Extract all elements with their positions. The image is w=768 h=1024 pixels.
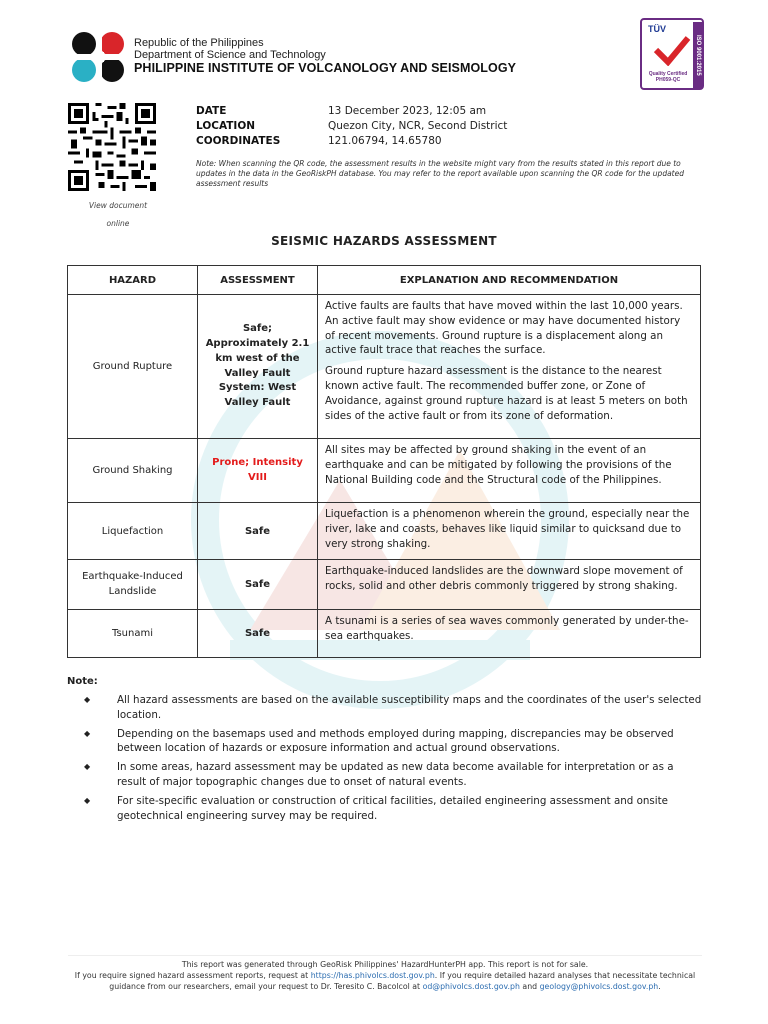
- footer-line1: This report was generated through GeoRisk Philippines' HazardHunterPH app. This report is not for sale.: [181, 960, 589, 969]
- note-text: All hazard assessments are based on the available susceptibility maps and the coordinates of the user's selected location.: [117, 694, 702, 721]
- explanation-para: Earthquake-induced landslides are the downward slope movement of rocks, solid and other debris commonly triggered by strong shaking.: [325, 565, 683, 592]
- org-line3: PHILIPPINE INSTITUTE OF VOLCANOLOGY AND SEISMOLOGY: [134, 61, 517, 75]
- list-item: [84, 760, 704, 790]
- bullet-icon: ◆: [84, 795, 91, 805]
- hazard-table: [67, 265, 701, 658]
- od-email-link[interactable]: od@phivolcs.dost.gov.ph: [422, 982, 520, 991]
- geology-email-link[interactable]: geology@phivolcs.dost.gov.ph: [539, 982, 659, 991]
- date-value: 13 December 2023, 12:05 am: [328, 105, 487, 117]
- hazard-name: Ground Shaking: [68, 439, 198, 503]
- org-line2: Department of Science and Technology: [134, 49, 326, 61]
- footer-text: . If you require detailed hazard analyses that necessitate technical guidance from our researchers, email your request to Dr. Teresito C. Bacolcol at: [109, 971, 696, 991]
- header-explanation: EXPLANATION AND RECOMMENDATION: [318, 266, 701, 295]
- notes-list: [84, 693, 704, 827]
- notes-heading: Note:: [67, 676, 98, 687]
- assessment-value: Safe: [198, 560, 318, 610]
- qr-note: Note: When scanning the QR code, the assessment results in the website might vary from the results stated in this report due to updates in the data in the GeoRiskPH database. You may refer to the report available upon scanning the QR code for the updated assessment results: [196, 159, 684, 188]
- cert-brand: TÜV: [648, 24, 666, 34]
- header-assessment: ASSESSMENT: [198, 266, 318, 295]
- phivolcs-logo: [68, 28, 130, 86]
- explanation-cell: [318, 295, 701, 439]
- hazard-name: Earthquake-Induced Landslide: [68, 560, 198, 610]
- footer-line2: [68, 970, 702, 992]
- explanation-cell: [318, 503, 701, 560]
- document-title: SEISMIC HAZARDS ASSESSMENT: [271, 234, 497, 248]
- table-row: [68, 610, 701, 658]
- table-row: [68, 295, 701, 439]
- bullet-icon: ◆: [84, 728, 91, 738]
- assessment-value: Safe: [198, 610, 318, 658]
- explanation-cell: [318, 439, 701, 503]
- hazard-name: Ground Rupture: [68, 295, 198, 439]
- table-row: [68, 439, 701, 503]
- assessment-value: Safe; Approximately 2.1 km west of the Valley Fault System: West Valley Fault: [198, 295, 318, 439]
- footer-text: and: [519, 982, 540, 991]
- assessment-value: Prone; Intensity VIII: [198, 439, 318, 503]
- cert-line1: Quality Certified: [648, 71, 688, 77]
- note-text: In some areas, hazard assessment may be updated as new data become available for interpretation or as a result of major topographic changes due to onset of natural events.: [117, 761, 674, 788]
- organization-name: [134, 37, 516, 74]
- bullet-icon: ◆: [84, 762, 91, 772]
- hazard-name: Tsunami: [68, 610, 198, 658]
- qr-caption-line2: online: [106, 219, 130, 228]
- list-item: [84, 693, 704, 723]
- footer-divider: [68, 955, 702, 956]
- explanation-para: Liquefaction is a phenomenon wherein the ground, especially near the river, lake and coasts, behaves like liquid similar to quicksand due to very strong shaking.: [325, 508, 690, 550]
- qr-caption: [68, 197, 168, 233]
- hazard-request-link[interactable]: https://has.phivolcs.dost.gov.ph: [310, 971, 435, 980]
- explanation-para: Ground rupture hazard assessment is the distance to the nearest known active fault. The recommended buffer zone, or Zone of Avoidance, against ground rupture hazard is at least 5 meters on both sides of the active fault or from its zone of deformation.: [325, 365, 688, 422]
- explanation-cell: [318, 560, 701, 610]
- note-text: For site-specific evaluation or construction of critical facilities, detailed engineering assessment and onsite geotechnical engineering survey may be required.: [117, 794, 669, 822]
- coordinates-value: 121.06794, 14.65780: [328, 135, 442, 147]
- qr-caption-line1: View document: [88, 201, 148, 210]
- qr-code[interactable]: [68, 103, 156, 191]
- header-hazard: HAZARD: [68, 266, 198, 295]
- footer: [68, 959, 702, 992]
- explanation-para: Active faults are faults that have moved within the last 10,000 years. An active fault may show evidence or may have documented history of recent movements. Ground rupture is a displacement along an active fault trace that reaches the surface.: [325, 300, 683, 357]
- bullet-icon: ◆: [84, 695, 91, 704]
- note-text: Depending on the basemaps used and methods employed during mapping, discrepancies may be observed between location of hazards or exposure information and actual ground observations.: [117, 727, 674, 755]
- assessment-value: Safe: [198, 503, 318, 560]
- list-item: [84, 727, 704, 757]
- iso-certification-badge: [640, 18, 704, 90]
- cert-line2: PH059-QC: [655, 77, 681, 83]
- hazard-name: Liquefaction: [68, 503, 198, 560]
- location-label: LOCATION: [196, 120, 256, 132]
- cert-side-label: ISO 9001:2015: [693, 22, 703, 88]
- footer-text: .: [658, 982, 661, 991]
- footer-text: If you require signed hazard assessment reports, request at: [74, 971, 311, 980]
- coordinates-label: COORDINATES: [196, 135, 281, 147]
- report-metadata: [196, 104, 507, 149]
- explanation-cell: [318, 610, 701, 658]
- table-row: [68, 503, 701, 560]
- table-row: [68, 560, 701, 610]
- date-label: DATE: [196, 105, 227, 117]
- explanation-para: A tsunami is a series of sea waves commonly generated by under-the-sea earthquakes.: [325, 615, 689, 642]
- location-value: Quezon City, NCR, Second District: [328, 120, 508, 132]
- checkmark-icon: [652, 36, 692, 66]
- list-item: [84, 794, 704, 824]
- org-line1: Republic of the Philippines: [134, 37, 264, 49]
- table-header-row: [68, 266, 701, 295]
- explanation-para: All sites may be affected by ground shaking in the event of an earthquake and can be mitigated by following the provisions of the National Building code and the Structural code of the Philippines.: [325, 444, 672, 486]
